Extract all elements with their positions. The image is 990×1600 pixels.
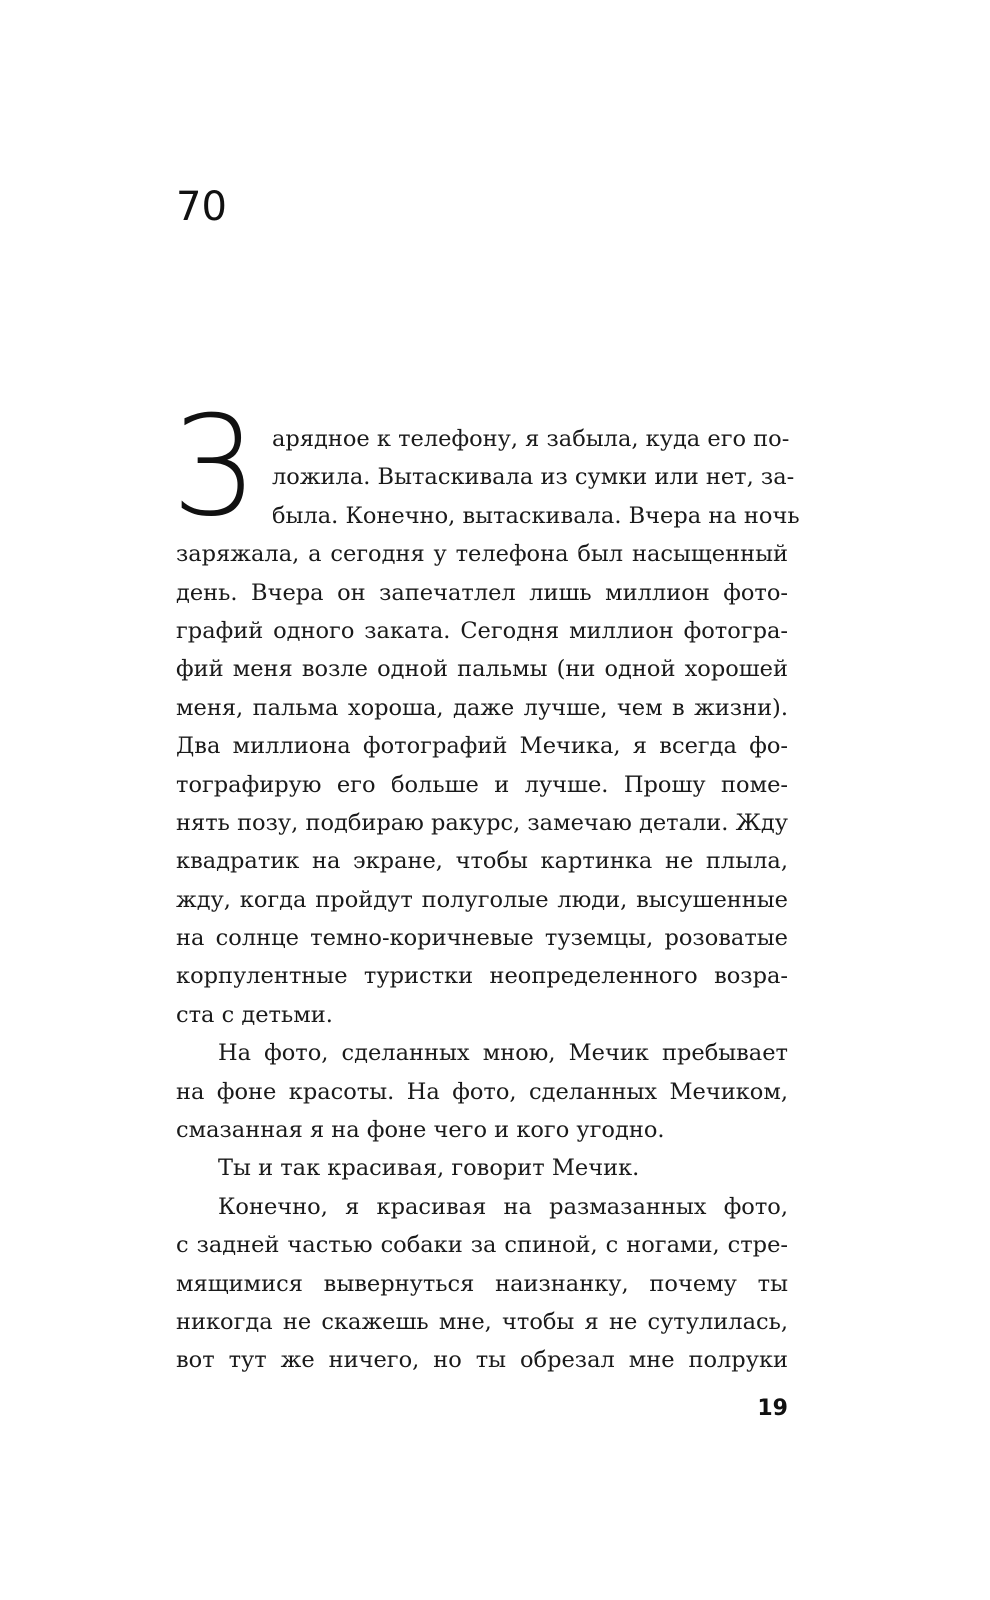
text-line: никогда не скажешь мне, чтобы я не сутулилась, <box>176 1308 788 1335</box>
text-line: смазанная я на фоне чего и кого угодно. <box>176 1117 665 1144</box>
text-line: вот тут же ничего, но ты обрезал мне полруки <box>176 1347 788 1374</box>
text-line: квадратик на экране, чтобы картинка не плыла, <box>176 848 788 875</box>
text-line: корпулентные туристки неопределенного возра- <box>176 963 788 990</box>
text-line: нять позу, подбираю ракурс, замечаю детали. Жду <box>176 809 788 836</box>
page-number: 19 <box>757 1396 788 1421</box>
text-line: фий меня возле одной пальмы (ни одной хорошей <box>176 656 788 683</box>
text-line: арядное к телефону, я забыла, куда его по- <box>272 426 790 452</box>
text-line: ложила. Вытаскивала из сумки или нет, за- <box>272 464 795 491</box>
text-line: тографирую его больше и лучше. Прошу поме- <box>176 771 788 798</box>
text-line: меня, пальма хороша, даже лучше, чем в жизни). <box>176 694 788 721</box>
text-line: графий одного заката. Сегодня миллион фотогра- <box>176 617 788 644</box>
text-line: была. Конечно, вытаскивала. Вчера на ночь <box>272 502 800 529</box>
text-line: мящимися вывернуться наизнанку, почему ты <box>176 1270 788 1297</box>
text-line: Конечно, я красивая на размазанных фото, <box>218 1193 788 1220</box>
text-line: на солнце темно-коричневые туземцы, розоватые <box>176 925 788 952</box>
text-line: заряжала, а сегодня у телефона был насыщенный <box>176 541 788 568</box>
text-line: жду, когда пройдут полуголые люди, высушенные <box>176 886 788 913</box>
text-line: На фото, сделанных мною, Мечик пребывает <box>218 1040 788 1067</box>
text-line: на фоне красоты. На фото, сделанных Мечиком, <box>176 1078 788 1105</box>
text-line: с задней частью собаки за спиной, с ногами, стре- <box>176 1232 788 1259</box>
text-line: Ты и так красивая, говорит Мечик. <box>218 1155 640 1182</box>
text-line: день. Вчера он запечатлел лишь миллион фото- <box>176 579 788 606</box>
drop-cap-letter: З <box>172 386 253 547</box>
text-line: ста с детьми. <box>176 1001 333 1028</box>
text-line: Два миллиона фотографий Мечика, я всегда фо- <box>176 733 788 760</box>
chapter-number: 70 <box>176 184 227 230</box>
body-text <box>176 420 800 1380</box>
